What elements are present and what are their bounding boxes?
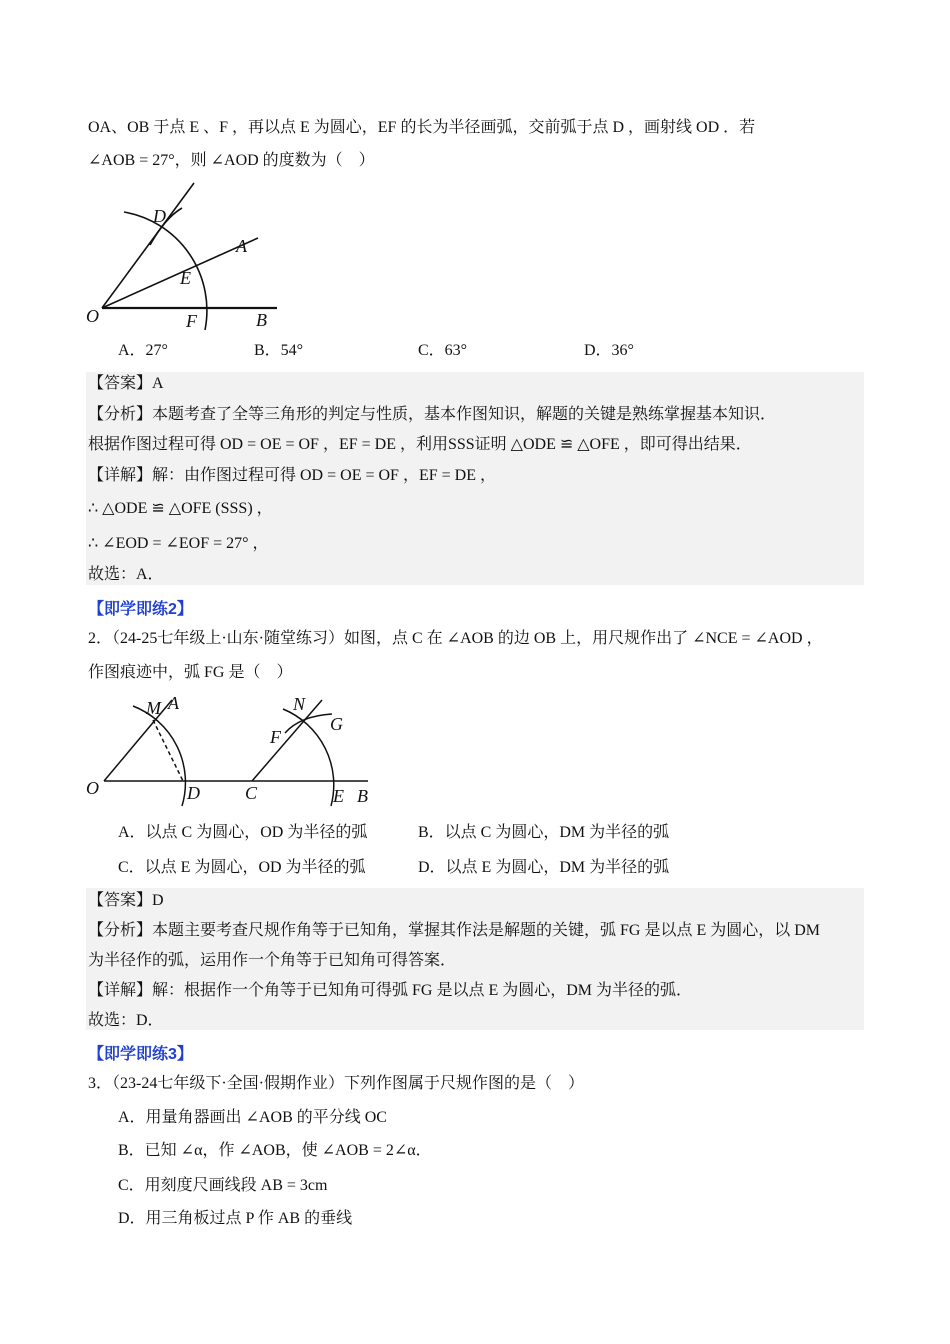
q1-label-O: O xyxy=(86,306,99,326)
q1-label-E: E xyxy=(180,268,191,288)
q2-label-M: M xyxy=(146,698,161,718)
q2-ray-oa xyxy=(104,700,172,781)
q2-label-A: A xyxy=(168,693,179,713)
q2-option-d[interactable]: D．以点 E 为圆心，DM 为半径的弧 xyxy=(418,859,670,876)
q2-option-a[interactable]: A．以点 C 为圆心，OD 为半径的弧 xyxy=(118,824,368,841)
q1-detail-3: ∴ ∠EOD = ∠EOF = 27° ， xyxy=(88,535,269,552)
q3-option-c[interactable]: C．用刻度尺画线段 AB = 3cm xyxy=(118,1177,328,1194)
q2-figure xyxy=(104,700,368,806)
q2-label-B: B xyxy=(357,786,368,806)
q2-detail-1: 【详解】解：根据作一个角等于已知角可得弧 FG 是以点 E 为圆心，DM 为半径的弧． xyxy=(88,982,693,999)
q3-option-d[interactable]: D．用三角板过点 P 作 AB 的垂线 xyxy=(118,1210,353,1227)
q1-detail-4: 故选：A． xyxy=(88,566,164,583)
q2-label-G: G xyxy=(330,714,343,734)
q2-answer: 【答案】D xyxy=(88,892,164,909)
q1-label-F: F xyxy=(186,311,197,331)
q2-label-E: E xyxy=(333,786,344,806)
q2-option-c[interactable]: C．以点 E 为圆心，OD 为半径的弧 xyxy=(118,859,366,876)
q2-label-N: N xyxy=(293,694,306,714)
q1-answer: 【答案】A xyxy=(88,375,164,392)
q3-option-a[interactable]: A．用量角器画出 ∠AOB 的平分线 OC xyxy=(118,1109,387,1126)
q1-detail-1: 【详解】解：由作图过程可得 OD = OE = OF ，EF = DE ， xyxy=(88,467,496,484)
q1-detail-2: ∴ △ODE ≌ △OFE (SSS) ， xyxy=(88,500,273,517)
q3-option-b[interactable]: B．已知 ∠α，作 ∠AOB，使 ∠AOB = 2∠α． xyxy=(118,1142,432,1159)
q1-analysis-1: 【分析】本题考查了全等三角形的判定与性质，基本作图知识，解题的关键是熟练掌握基本知识． xyxy=(88,406,777,423)
q2-detail-2: 故选：D． xyxy=(88,1012,164,1029)
q1-label-D: D xyxy=(153,206,166,226)
q2-ray-cn xyxy=(252,700,322,781)
q2-text-line1: 2．（24-25七年级上·山东·随堂练习）如图，点 C 在 ∠AOB 的边 OB 上，用尺规作出了 ∠NCE = ∠AOD ， xyxy=(88,630,823,647)
q2-analysis-1: 【分析】本题主要考查尺规作角等于已知角，掌握其作法是解题的关键，弧 FG 是以点 E 为圆心，以 DM xyxy=(88,922,821,939)
q1-option-b[interactable]: B．54° xyxy=(254,342,304,359)
q1-text-line2: ∠AOB = 27°，则 ∠AOD 的度数为（ ） xyxy=(88,152,375,169)
q1-option-a[interactable]: A．27° xyxy=(118,342,168,359)
q1-label-A: A xyxy=(236,236,247,256)
heading-practice-3: 【即学即练3】 xyxy=(88,1046,193,1063)
q1-option-d[interactable]: D．36° xyxy=(584,342,634,359)
q2-arc-fg xyxy=(285,714,332,733)
q2-label-O: O xyxy=(86,778,99,798)
q2-label-C: C xyxy=(245,783,258,803)
q2-analysis-2: 为半径作的弧，运用作一个角等于已知角可得答案． xyxy=(88,952,457,969)
q2-arc-md xyxy=(133,706,185,806)
heading-practice-2: 【即学即练2】 xyxy=(88,601,193,618)
q1-text-line1: OA、OB 于点 E 、F ，再以点 E 为圆心，EF 的长为半径画弧，交前弧于点 D ，画射线 OD ．若 xyxy=(88,119,756,136)
q1-ray-od xyxy=(102,183,194,308)
q2-label-F: F xyxy=(270,727,281,747)
q1-figure xyxy=(102,183,277,330)
q3-text-line1: 3．（23-24七年级下·全国·假期作业）下列作图属于尺规作图的是（ ） xyxy=(88,1075,584,1092)
q1-option-c[interactable]: C．63° xyxy=(418,342,468,359)
q1-label-B: B xyxy=(256,310,267,330)
q1-analysis-2: 根据作图过程可得 OD = OE = OF ，EF = DE ，利用SSS证明 △ODE ≌ △OFE ，即可得出结果． xyxy=(88,436,752,453)
q2-label-D: D xyxy=(187,783,200,803)
q2-arc-ne xyxy=(283,709,334,806)
q2-option-b[interactable]: B．以点 C 为圆心，DM 为半径的弧 xyxy=(418,824,670,841)
q2-text-line2: 作图痕迹中，弧 FG 是（ ） xyxy=(88,664,293,681)
